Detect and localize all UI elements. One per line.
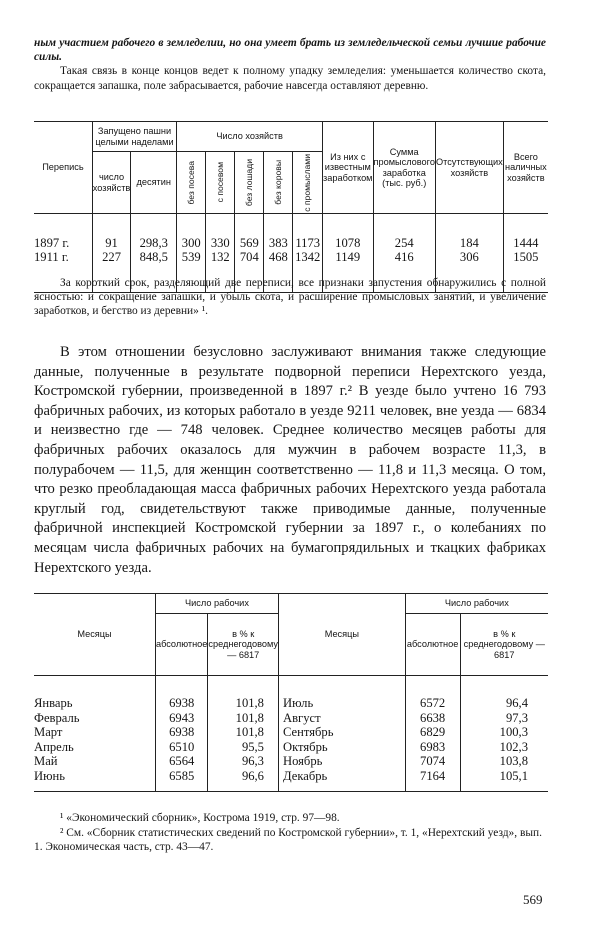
header-land-households: число хозяйств	[92, 152, 131, 214]
list-item: Июнь	[34, 768, 65, 783]
header-land-dessiatines: десятин	[131, 152, 177, 214]
after-table-paragraph: За короткий срок, разделяющий две переписи, все признаки запустения обнаружились с полной ясностью: и сокращение запашки, и убыль скота, и расширение промысловых занятий, и увеличение заработков, и бегство из деревни» ¹.	[34, 277, 546, 318]
header-absent: Отсутствующих хозяйств	[435, 122, 503, 214]
intro-block	[34, 36, 546, 93]
list-item: Ноябрь	[282, 754, 323, 769]
abs-list-right: 6572 6638 6829 6983 7074 7164	[405, 676, 460, 792]
header-no-horse: без лошади	[243, 158, 254, 207]
header-with-sowing: с посевом	[214, 162, 225, 203]
list-item: Январь	[34, 696, 73, 710]
footnote-2: ² См. «Сборник статистических сведений по Костромской губернии», т. 1, «Нерехтский уезд», вып. 1. Экономическая часть, стр. 43—47.	[34, 826, 542, 854]
list-item: Март	[34, 725, 63, 740]
list-item: Декабрь	[282, 768, 328, 783]
header-no-cow: без коровы	[272, 160, 283, 205]
header-land: Запущено пашни целыми наделами	[92, 122, 176, 152]
pct-list-left: 101,8 101,8 101,8 95,5 96,3 96,6	[208, 676, 279, 792]
page-number: 569	[523, 892, 543, 907]
monthly-workers-table	[34, 593, 548, 792]
header-no-sowing: без посева	[185, 160, 196, 205]
header-households: Число хозяйств	[177, 122, 323, 152]
intro-continuation: ным участием рабочего в земледелии, но она умеет брать из земледельческой семьи лучшие рабочие силы.	[34, 37, 546, 64]
header-workers-left: Число рабочих	[155, 594, 278, 614]
main-block	[34, 343, 546, 578]
header-abs-left: абсолютное	[155, 614, 207, 676]
intro-paragraph: Такая связь в конце концов ведет к полному упадку земледелия: уменьшается количество скота, сокращается запашка, поле забрасывается, рабочие навсегда оставляют деревню.	[34, 65, 546, 92]
census-table	[34, 121, 548, 293]
list-item: Август	[282, 710, 321, 725]
header-month-right: Месяцы	[278, 594, 405, 676]
header-total: Всего наличных хозяйств	[503, 122, 548, 214]
header-pct-right: в % к среднегодовому — 6817	[460, 614, 548, 676]
list-item: Апрель	[34, 739, 74, 754]
table-row: 1897 г. 91 298,3 300 330 569 383 1173 1078 254 184 1444	[34, 214, 548, 251]
list-item: Сентябрь	[282, 725, 334, 740]
list-item: Октябрь	[282, 739, 328, 754]
header-pct-left: в % к среднегодовому — 6817	[208, 614, 279, 676]
main-paragraph: В этом отношении безусловно заслуживают внимания также следующие данные, полученные в результате подворной переписи Нерехтского уезда, Костромской губернии, произведенной в 1897 г.² В уезде было учтено 16 793 фабричных рабочих, из которых работало в уезде 9211 человек, вне уезда — 6834 и неизвестно где — 748 человек. Среднее количество месяцев работы для фабричных рабочих оказалось для мужчин в рабочем возрасте 11,3, в полурабочем — 11,5, для женщин соответственно — 11,8 и 11,3 месяца. О том, что резко преобладающая масса фабричных рабочих Нерехтского уезда работала круглый год, свидетельствуют также приводимые данные, полученные фабричной инспекцией Костромской губернии за 1897 г., о колебаниях по месяцам числа фабричных рабочих на бумагопрядильных и ткацких фабриках Нерехтского уезда.	[34, 344, 546, 576]
footnotes	[34, 811, 546, 855]
header-abs-right: абсолютное	[405, 614, 460, 676]
list-item: Май	[34, 754, 58, 769]
header-earnings-sum: Сумма промыслового заработка (тыс. руб.)	[373, 122, 435, 214]
after-table-block	[34, 276, 546, 319]
abs-list-left: 6938 6943 6938 6510 6564 6585	[155, 676, 207, 792]
table-row: 1911 г. 227 848,5 539 132 704 468 1342 1149 416 306 1505	[34, 250, 548, 292]
header-with-trades: с промыслами	[302, 153, 312, 212]
pct-list-right: 96,4 97,3 100,3 102,3 103,8 105,1	[499, 696, 528, 783]
header-known-earnings: Из них с известным заработком	[323, 122, 373, 214]
list-item: Июль	[282, 696, 314, 710]
footnote-1: ¹ «Экономический сборник», Кострома 1919, стр. 97—98.	[60, 812, 340, 824]
table-body	[34, 676, 548, 792]
header-month-left: Месяцы	[34, 594, 155, 676]
month-list-left	[34, 676, 155, 792]
month-list-right	[278, 676, 405, 792]
header-workers-right: Число рабочих	[405, 594, 548, 614]
header-census: Перепись	[34, 122, 92, 214]
list-item: Февраль	[34, 710, 80, 725]
